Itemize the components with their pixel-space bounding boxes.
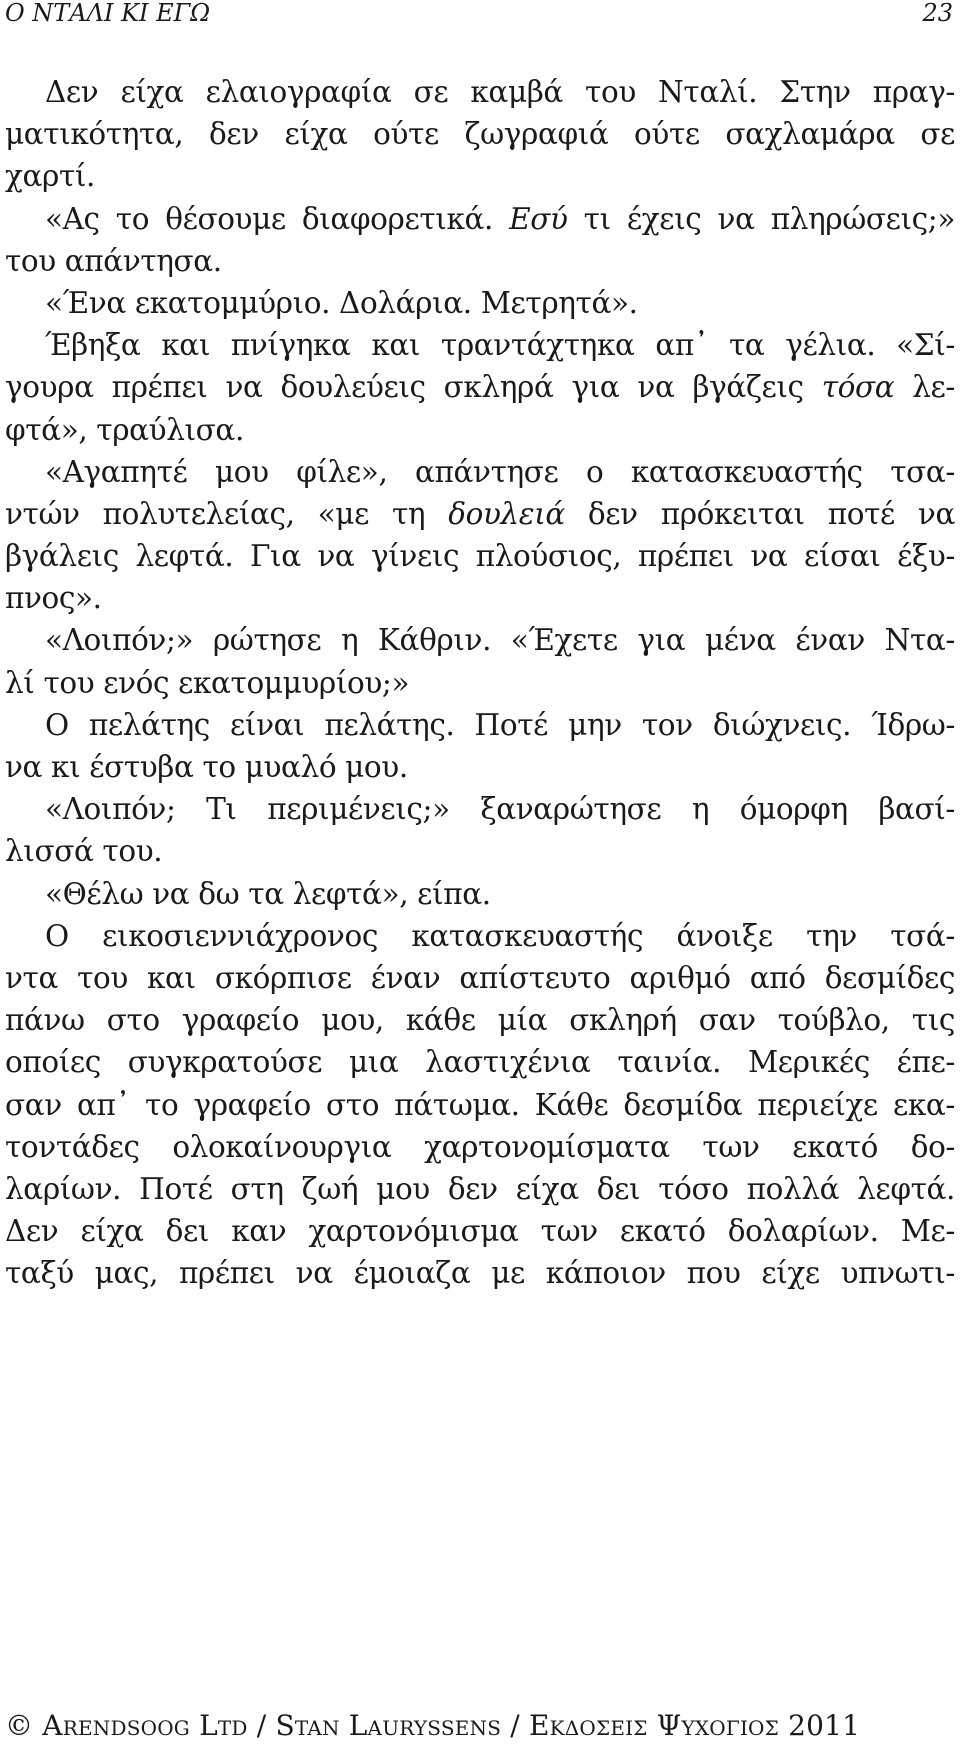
text-line: «Λοιπόν; Τι περιμένεις;» ξαναρώτησε η όμορφη βασί- [45, 792, 955, 827]
text-line: γουρα πρέπει να δουλεύεις σκληρά για να βγάζεις τόσα λε- [5, 370, 955, 405]
text-line: φτά», τραύλισα. [5, 412, 244, 447]
text-line: τοντάδες ολοκαίνουργια χαρτονομίσματα των εκατό δο- [5, 1129, 955, 1164]
text-line: «Λοιπόν;» ρώτησε η Κάθριν. «Έχετε για μένα έναν Ντα- [45, 623, 955, 658]
text-line: «Θέλω να δω τα λεφτά», είπα. [45, 876, 491, 911]
text-line: «Ας το θέσουμε διαφορετικά. Εσύ τι έχεις να πληρώσεις;» [45, 201, 955, 236]
text-line: «Ένα εκατομμύριο. Δολάρια. Μετρητά». [45, 285, 638, 320]
text-line: σαν απ᾽ το γραφείο στο πάτωμα. Κάθε δεσμίδα περιείχε εκα- [5, 1087, 955, 1122]
text-line: του απάντησα. [5, 243, 222, 278]
running-header [5, 0, 953, 30]
text-line: ντα του και σκόρπισε έναν απίστευτο αριθμό από δεσμίδες [5, 960, 955, 995]
text-line: πάνω στο γραφείο μου, κάθε μία σκληρή σαν τούβλο, τις [5, 1003, 955, 1038]
text-line: Ο εικοσιεννιάχρονος κατασκευαστής άνοιξε την τσά- [45, 918, 955, 953]
text-line: Έβηξα και πνίγηκα και τραντάχτηκα απ᾽ τα γέλια. «Σί- [45, 328, 955, 363]
emphasis: τόσα [821, 370, 895, 405]
text-line: Δεν είχα ελαιογραφία σε καμβά του Νταλί. Στην πραγ- [45, 75, 955, 109]
emphasis: Εσύ [509, 201, 568, 236]
text-line: ντών πολυτελείας, «με τη δουλειά δεν πρόκειται ποτέ να [5, 496, 955, 531]
text-line: Δεν είχα δει καν χαρτονόμισμα των εκατό δολαρίων. Με- [5, 1214, 955, 1249]
emphasis: δουλειά [448, 496, 565, 531]
text-line: λί του ενός εκατομμυρίου;» [5, 665, 410, 700]
text-line: βγάλεις λεφτά. Για να γίνεις πλούσιος, πρέπει να είσαι έξυ- [5, 539, 955, 574]
text-line: λαρίων. Ποτέ στη ζωή μου δεν είχα δει τόσο πολλά λεφτά. [5, 1171, 955, 1206]
chapter-title: Ο ΝΤΑΛΙ ΚΙ ΕΓΩ [5, 0, 211, 27]
text-line: πνος». [5, 581, 102, 616]
text-line: χαρτί. [5, 159, 96, 194]
text-line: να κι έστυβα το μυαλό μου. [5, 750, 408, 784]
text-line: ματικότητα, δεν είχα ούτε ζωγραφιά ούτε σαχλαμάρα σε [5, 117, 955, 152]
text-line: ταξύ μας, πρέπει να έμοιαζα με κάποιον που είχε υπνωτι- [5, 1256, 955, 1291]
copyright-footer: © Arendsoog Ltd / Stan Lauryssens / Εκδοσεισ Ψυχογιοσ 2011 [5, 1709, 861, 1742]
text-line: «Αγαπητέ μου φίλε», απάντησε ο κατασκευαστής τσα- [45, 454, 955, 489]
text-line: Ο πελάτης είναι πελάτης. Ποτέ μην τον διώχνεις. Ίδρω- [45, 707, 955, 742]
text-line: οποίες συγκρατούσε μια λαστιχένια ταινία. Μερικές έπε- [5, 1045, 955, 1080]
text-line: λισσά του. [5, 834, 163, 869]
body-text [5, 71, 955, 1294]
page-number: 23 [922, 0, 953, 27]
